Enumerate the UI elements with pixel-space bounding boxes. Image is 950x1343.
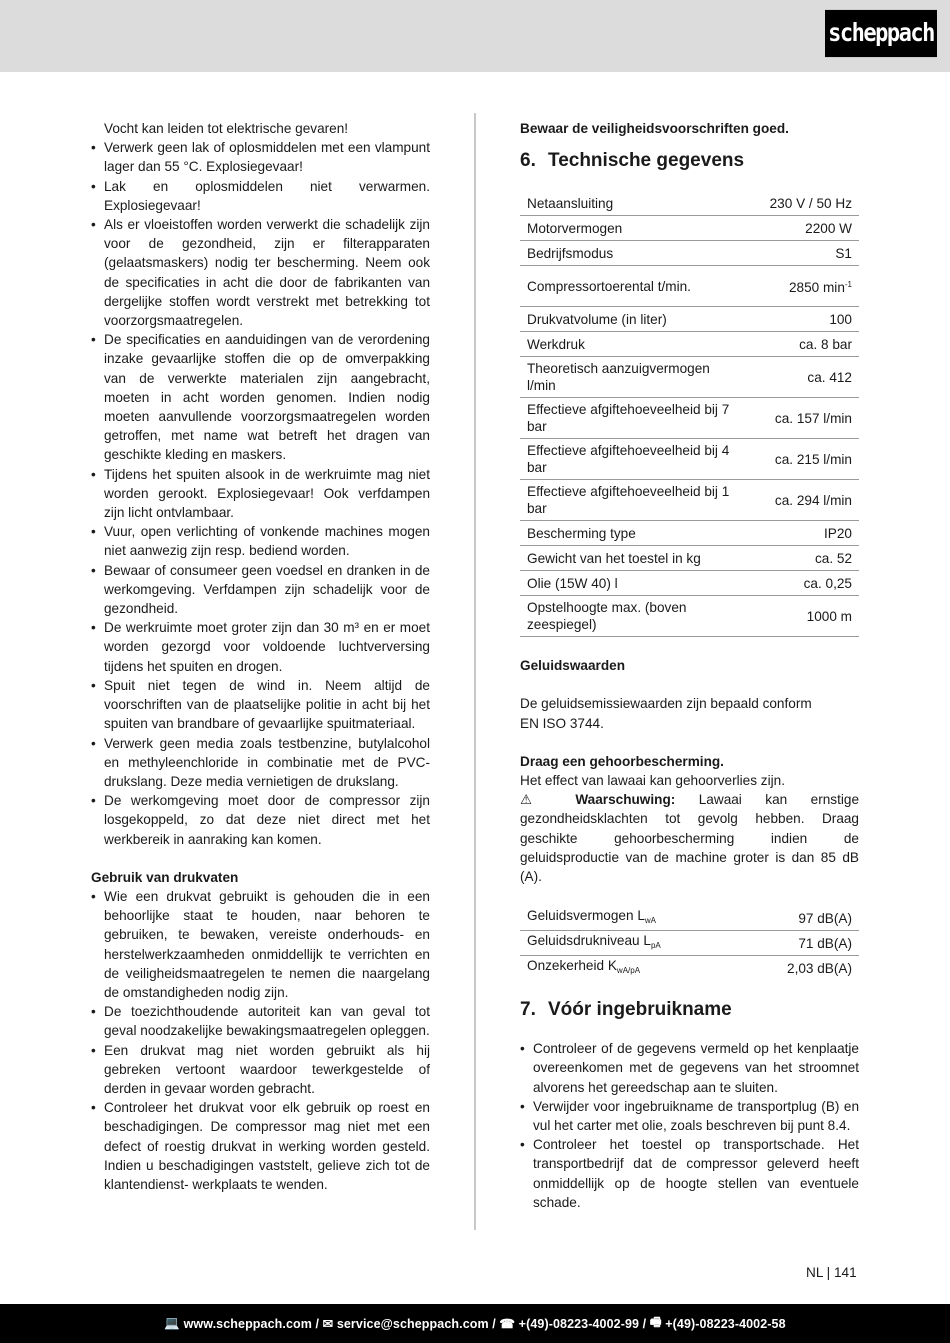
- table-row: [520, 191, 859, 216]
- mail-icon: ✉: [322, 1317, 334, 1331]
- spec-label: Effectieve afgiftehoeveelheid bij 1 bar: [520, 480, 744, 521]
- table-row: [520, 266, 859, 307]
- noise-label-text: Onzekerheid K: [527, 958, 617, 974]
- footer-bar: [0, 1304, 950, 1343]
- tech-specs-table: [520, 191, 859, 637]
- spec-value: S1: [744, 241, 859, 266]
- noise-value: 97 dB(A): [741, 906, 859, 931]
- section-number: 6.: [520, 150, 536, 172]
- list-item: • Tijdens het spuiten alsook in de werkruimte mag niet worden gerookt. Explosiegevaar! Ook verfdampen zijn licht ontvlambaar.: [91, 465, 430, 523]
- safety-list: [91, 138, 430, 849]
- list-item: • Bewaar of consumeer geen voedsel en dranken in de werkomgeving. Verfdampen zijn schadelijk voor de gezondheid.: [91, 561, 430, 619]
- noise-warning: [520, 790, 859, 886]
- spec-label: Compressortoerental t/min.: [520, 266, 744, 307]
- list-item: • Als er vloeistoffen worden verwerkt die schadelijk zijn voor de gezondheid, zijn er filterapparaten (gelaatsmaskers) nodig ter bescherming. Neem ook de specificaties in acht die door de fabrikanten van dergelijke stoffen wordt verstrekt met betrekking tot voorzorgsmaatregelen.: [91, 215, 430, 330]
- spec-value-text: 2850 min: [788, 280, 845, 296]
- spec-label: Werkdruk: [520, 332, 744, 357]
- page-separator: |: [822, 1265, 834, 1280]
- spec-label: Theoretisch aanzuigvermogen l/min: [520, 357, 744, 398]
- table-row: [520, 216, 859, 241]
- section-number: 7.: [520, 999, 536, 1021]
- table-row: [520, 906, 859, 931]
- noise-label-subscript: wA/pA: [616, 966, 641, 976]
- spec-label: Gewicht van het toestel in kg: [520, 546, 744, 571]
- fax-number: +(49)-08223-4002-58: [665, 1316, 786, 1331]
- fax-icon: 🖷: [649, 1315, 662, 1329]
- hearing-text: Het effect van lawaai kan gehoorverlies zijn.: [520, 773, 785, 789]
- table-row: [520, 546, 859, 571]
- table-row: [520, 332, 859, 357]
- list-item: • Wie een drukvat gebruikt is gehouden die in een behoorlijke staat te houden, naar behoren te gebruiken, te bewaken, vereiste onderhouds- en herstelwerkzaamheden onmiddellijk te verrichten en de veiligheidsmaatregelen te nemen die naargelang de omstandigheden nodig zijn.: [91, 887, 430, 1002]
- separator: /: [488, 1316, 500, 1331]
- list-item: • De specificaties en aanduidingen van de verordening inzake gevaarlijke stoffen die op de omverpakking van de verwerkte materialen zijn aangebracht, moeten in acht worden genomen. Indien nodig moeten aanvullende voorzorgsmaatregelen worden getroffen, met name wat betreft het dragen van geschikte kleding en maskers.: [91, 330, 430, 464]
- warning-label: Waarschuwing:: [575, 792, 676, 808]
- spec-label: Motorvermogen: [520, 216, 744, 241]
- spec-value: ca. 8 bar: [744, 332, 859, 357]
- table-row: [520, 357, 859, 398]
- noise-heading: Geluidswaarden: [520, 658, 626, 674]
- noise-label: [520, 956, 741, 981]
- table-row: [520, 571, 859, 596]
- spec-label: Effectieve afgiftehoeveelheid bij 7 bar: [520, 398, 744, 439]
- page-number: [806, 1265, 857, 1280]
- noise-intro: De geluidsemissiewaarden zijn bepaald conform EN ISO 3744.: [520, 696, 812, 731]
- email-link[interactable]: service@scheppach.com: [336, 1316, 489, 1331]
- spec-value: 1000 m: [744, 596, 859, 637]
- noise-label: [520, 931, 741, 956]
- spec-value-superscript: -1: [844, 280, 852, 290]
- website-link[interactable]: www.scheppach.com: [183, 1316, 312, 1331]
- section-title: Technische gegevens: [548, 150, 745, 172]
- left-column: [91, 119, 430, 1194]
- spec-value: ca. 294 l/min: [744, 480, 859, 521]
- page-number-value: 141: [833, 1265, 857, 1280]
- table-row: [520, 596, 859, 637]
- spec-value: ca. 157 l/min: [744, 398, 859, 439]
- table-row: [520, 931, 859, 956]
- pressure-vessel-heading: Gebruik van drukvaten: [91, 869, 239, 885]
- scheppach-logo: scheppach: [825, 10, 937, 57]
- page-language: NL: [806, 1265, 823, 1280]
- separator: /: [639, 1316, 650, 1331]
- list-item: • Verwerk geen lak of oplosmiddelen met een vlampunt lager dan 55 °C. Explosiegevaar!: [91, 138, 430, 176]
- list-item: • Lak en oplosmiddelen niet verwarmen. Explosiegevaar!: [91, 177, 430, 215]
- list-item: • Verwerk geen media zoals testbenzine, butylalcohol en methyleenchloride in combinatie met de PVC-drukslang. Deze media vernietigen de drukslang.: [91, 734, 430, 792]
- noise-label: [520, 906, 741, 931]
- list-item: • Controleer of de gegevens vermeld op het kenplaatje overeenkomen met de gegevens van het stroomnet alvorens het gereedschap aan te sluiten.: [520, 1039, 859, 1097]
- table-row: [520, 398, 859, 439]
- table-row: [520, 521, 859, 546]
- spec-label: Olie (15W 40) l: [520, 571, 744, 596]
- computer-icon: 💻: [164, 1316, 181, 1330]
- spec-label: Opstelhoogte max. (boven zeespiegel): [520, 596, 744, 637]
- column-divider: [474, 113, 476, 1230]
- table-row: [520, 241, 859, 266]
- spec-value: 2200 W: [744, 216, 859, 241]
- noise-label-text: Geluidsvermogen L: [527, 908, 645, 924]
- section-title: Vóór ingebruikname: [548, 999, 732, 1021]
- header-bar: [0, 0, 950, 72]
- list-item: • Een drukvat mag niet worden gebruikt als hij gebreken vertoont waardoor tewerkgestelde of derden in gevaar worden gebracht.: [91, 1041, 430, 1099]
- spec-label: Effectieve afgiftehoeveelheid bij 4 bar: [520, 439, 744, 480]
- spec-value: ca. 52: [744, 546, 859, 571]
- spec-label: Netaansluiting: [520, 191, 744, 216]
- separator: /: [311, 1316, 323, 1331]
- list-item: • Controleer het toestel op transportschade. Het transportbedrijf dat de compressor geleverd heeft onmiddellijk op de hoogte stellen van eventuele schade.: [520, 1135, 859, 1212]
- spec-label: Bedrijfsmodus: [520, 241, 744, 266]
- noise-values-table: [520, 906, 859, 980]
- list-item: • Vuur, open verlichting of vonkende machines mogen niet aanwezig zijn resp. bediend worden.: [91, 522, 430, 560]
- keep-safety-note: Bewaar de veiligheidsvoorschriften goed.: [520, 121, 789, 136]
- spec-value: ca. 412: [744, 357, 859, 398]
- table-row: [520, 956, 859, 981]
- noise-value: 71 dB(A): [741, 931, 859, 956]
- warning-text: Lawaai kan ernstige gezondheidsklachten tot gevolg hebben. Draag geschikte gehoorbescherming indien de geluidsproductie van de machine groter is dan 85 dB (A).: [520, 792, 860, 885]
- list-item: • Verwijder voor ingebruikname de transportplug (B) en vul het carter met olie, zoals beschreven bij punt 8.4.: [520, 1097, 859, 1135]
- phone-number[interactable]: +(49)-08223-4002-99: [518, 1316, 640, 1331]
- right-column: [520, 119, 859, 1212]
- noise-value: 2,03 dB(A): [787, 960, 852, 976]
- intro-line: Vocht kan leiden tot elektrische gevaren!: [104, 121, 349, 136]
- list-item: • De toezichthoudende autoriteit kan van geval tot geval noodzakelijke bewakingsmaatregelen opleggen.: [91, 1002, 430, 1040]
- section-6-heading: [520, 149, 859, 173]
- noise-label-subscript: wA: [644, 916, 657, 926]
- pressure-vessel-list: [91, 887, 430, 1194]
- noise-label-text: Geluidsdrukniveau L: [527, 933, 651, 949]
- spec-label: Bescherming type: [520, 521, 744, 546]
- spec-value: [744, 266, 859, 307]
- before-use-list: [520, 1039, 859, 1212]
- list-item: • Controleer het drukvat voor elk gebruik op roest en beschadigingen. De compressor mag niet met een defect of roestig drukvat in werking worden gesteld. Indien u beschadigingen vaststelt, gelieve zich tot de klantendienst- werkplaats te wenden.: [91, 1098, 430, 1194]
- spec-label: Drukvatvolume (in liter): [520, 307, 744, 332]
- spec-value: ca. 0,25: [744, 571, 859, 596]
- list-item: • De werkruimte moet groter zijn dan 30 m³ en er moet worden gezorgd voor voldoende luchtverversing tijdens het spuiten en drogen.: [91, 618, 430, 676]
- warning-icon: ⚠: [520, 792, 552, 808]
- hearing-protection-heading: Draag een gehoorbescherming.: [520, 753, 724, 769]
- spec-value: ca. 215 l/min: [744, 439, 859, 480]
- spec-value: IP20: [744, 521, 859, 546]
- list-item: • Spuit niet tegen de wind in. Neem altijd de voorschriften van de plaatselijke politie in acht bij het spuiten van brandbare of gevaarlijke spuitmateriaal.: [91, 676, 430, 734]
- table-row: [520, 480, 859, 521]
- list-item: • De werkomgeving moet door de compressor zijn losgekoppeld, zo dat deze niet direct met het werkbereik in aanraking kan komen.: [91, 791, 430, 849]
- noise-label-subscript: pA: [650, 941, 661, 951]
- spec-value: 230 V / 50 Hz: [744, 191, 859, 216]
- table-row: [520, 439, 859, 480]
- phone-icon: ☎: [499, 1317, 516, 1331]
- spec-value: 100: [744, 307, 859, 332]
- section-7-heading: [520, 998, 859, 1022]
- table-row: [520, 307, 859, 332]
